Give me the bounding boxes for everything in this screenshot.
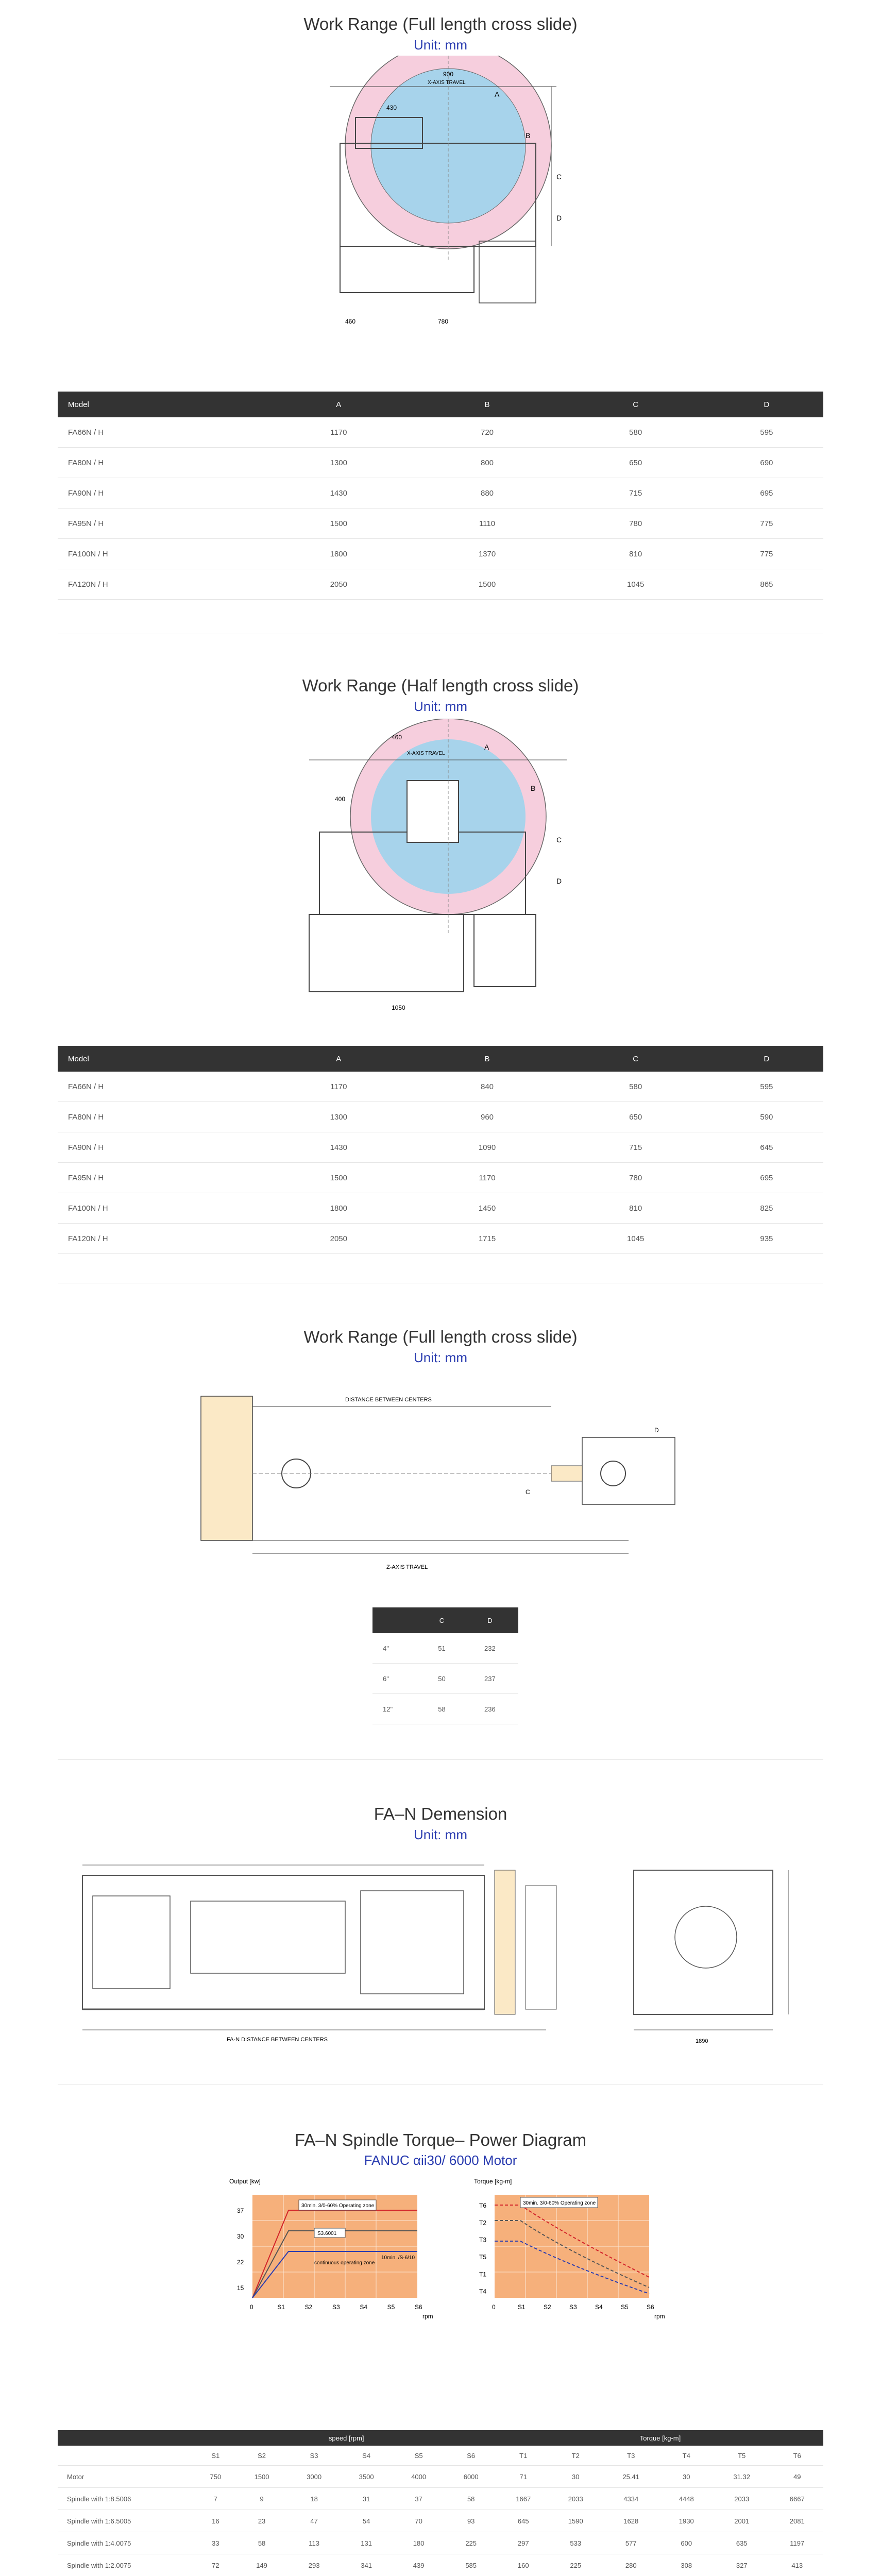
table-header-row [58, 2446, 823, 2466]
work-range-full-table [58, 392, 823, 600]
table-cell: 50 [422, 1664, 462, 1694]
table-cell: 113 [288, 2532, 341, 2554]
table-cell: 297 [497, 2532, 550, 2554]
d1-b: B [526, 131, 531, 140]
d2-d: D [556, 877, 562, 885]
table-cell: 645 [710, 1132, 823, 1163]
table-cell: 645 [497, 2510, 550, 2532]
table-header: S5 [393, 2446, 445, 2466]
table-header: B [413, 1046, 561, 1072]
tick-label: T6 [479, 2202, 487, 2209]
table-cell: 58 [235, 2532, 288, 2554]
table-cell: 1090 [413, 1132, 561, 1163]
tick-label: S1 [518, 2303, 526, 2311]
table-row [58, 2510, 823, 2532]
table-header: D [710, 1046, 823, 1072]
table-cell: 1370 [413, 539, 561, 569]
table-cell: 1300 [264, 1102, 413, 1132]
table-cell: 2050 [264, 569, 413, 600]
table-cell: 232 [462, 1633, 518, 1664]
table-cell: 225 [549, 2554, 602, 2576]
table-cell: 590 [710, 1102, 823, 1132]
table-cell: 840 [413, 1072, 561, 1102]
table-cell: 47 [288, 2510, 341, 2532]
table-row [58, 448, 823, 478]
left-xunit: rpm [422, 2313, 433, 2320]
section-title-work-full: Work Range (Full length cross slide) [303, 14, 578, 33]
d1-v3: 460 [345, 318, 356, 325]
table-cell: FA80N / H [58, 1102, 264, 1132]
table-cell: 1110 [413, 509, 561, 539]
tick-label: S3 [332, 2303, 340, 2311]
table-cell: 600 [660, 2532, 713, 2554]
table-cell: FA90N / H [58, 1132, 264, 1163]
table-cell: 780 [562, 1163, 710, 1193]
speed-torque-table [58, 2430, 823, 2576]
table-cell: 308 [660, 2554, 713, 2576]
table-cell: 695 [710, 478, 823, 509]
table-cell: 580 [562, 1072, 710, 1102]
table-cell: FA100N / H [58, 539, 264, 569]
d1-d: D [556, 214, 562, 222]
d3-zt: Z-AXIS TRAVEL [386, 1564, 428, 1570]
chuck-table [372, 1607, 518, 1724]
table-cell: 71 [497, 2466, 550, 2488]
table-cell: 58 [445, 2488, 497, 2510]
table-group-header: speed [rpm] [195, 2430, 497, 2446]
tick-label: S2 [304, 2303, 313, 2311]
section-unit-dimension: Unit: mm [414, 1827, 467, 1842]
table-cell: 1500 [264, 509, 413, 539]
table-row [58, 2488, 823, 2510]
d2-a: A [484, 743, 489, 751]
table-header [372, 1607, 422, 1633]
table-row [58, 1224, 823, 1254]
table-cell: 51 [422, 1633, 462, 1664]
table-cell: 31 [340, 2488, 393, 2510]
table-header: T6 [771, 2446, 823, 2466]
tick-label: S1 [277, 2303, 285, 2311]
table-cell: 1430 [264, 478, 413, 509]
table-header: B [413, 392, 561, 417]
tick-label: T5 [479, 2253, 487, 2261]
table-cell: 880 [413, 478, 561, 509]
table-cell: 1170 [264, 1072, 413, 1102]
table-header: T5 [713, 2446, 771, 2466]
d3-c: C [526, 1488, 530, 1496]
table-row [58, 509, 823, 539]
table-cell: 533 [549, 2532, 602, 2554]
d2-v3: 1050 [392, 1004, 405, 1011]
tick-label: 22 [237, 2259, 244, 2266]
table-cell: 2001 [713, 2510, 771, 2532]
table-cell: 237 [462, 1664, 518, 1694]
left-ann-s3: S3.6001 [317, 2231, 337, 2236]
table-cell: Spindle with 1:8.5006 [58, 2488, 195, 2510]
table-cell: 58 [422, 1694, 462, 1724]
table-cell: 31.32 [713, 2466, 771, 2488]
table-cell: Motor [58, 2466, 195, 2488]
table-row [58, 569, 823, 600]
table-cell: 293 [288, 2554, 341, 2576]
table-cell: 72 [195, 2554, 235, 2576]
table-cell: 12" [372, 1694, 422, 1724]
table-row [372, 1694, 518, 1724]
table-cell: 23 [235, 2510, 288, 2532]
table-header-row [58, 392, 823, 417]
table-cell: 577 [602, 2532, 660, 2554]
table-row [58, 1163, 823, 1193]
table-row [58, 2554, 823, 2576]
table-row [58, 1193, 823, 1224]
section-divider [58, 1759, 823, 1760]
table-cell: 1500 [264, 1163, 413, 1193]
section-title-dimension: FA–N Demension [374, 1804, 507, 1823]
table-cell: 225 [445, 2532, 497, 2554]
left-ann-cont: continuous operating zone [314, 2260, 375, 2266]
table-header: S3 [288, 2446, 341, 2466]
table-header: Model [58, 1046, 264, 1072]
table-cell: 1170 [413, 1163, 561, 1193]
d1-travel: X-AXIS TRAVEL [428, 80, 466, 86]
table-row [58, 478, 823, 509]
table-cell: FA120N / H [58, 1224, 264, 1254]
table-cell: 7 [195, 2488, 235, 2510]
table-cell: 2081 [771, 2510, 823, 2532]
table-cell: 935 [710, 1224, 823, 1254]
d1-v1: 900 [443, 71, 454, 78]
table-cell: 1500 [413, 569, 561, 600]
table-cell: Spindle with 1:6.5005 [58, 2510, 195, 2532]
table-cell: 1500 [235, 2466, 288, 2488]
table-header: C [562, 1046, 710, 1072]
table-cell: 4448 [660, 2488, 713, 2510]
table-cell: 1930 [660, 2510, 713, 2532]
tick-label: S5 [387, 2303, 395, 2311]
table-cell: 1590 [549, 2510, 602, 2532]
table-cell: 280 [602, 2554, 660, 2576]
work-range-full-drawing [309, 56, 577, 344]
left-ann-10min: 10min. /S-6/10 [381, 2255, 415, 2261]
table-row [58, 1132, 823, 1163]
d3-dist: DISTANCE BETWEEN CENTERS [345, 1397, 432, 1403]
table-cell: 595 [710, 417, 823, 448]
table-cell: 1170 [264, 417, 413, 448]
table-header: T4 [660, 2446, 713, 2466]
table-cell: 18 [288, 2488, 341, 2510]
table-cell: 180 [393, 2532, 445, 2554]
table-header: S6 [445, 2446, 497, 2466]
table-cell: 775 [710, 509, 823, 539]
table-cell: 70 [393, 2510, 445, 2532]
d4-front: FA-N DISTANCE BETWEEN CENTERS [227, 2037, 328, 2043]
right-xunit: rpm [654, 2313, 665, 2320]
table-cell: FA100N / H [58, 1193, 264, 1224]
table-cell: 1300 [264, 448, 413, 478]
tick-label: S4 [595, 2303, 603, 2311]
table-row [372, 1664, 518, 1694]
table-cell: 775 [710, 539, 823, 569]
table-cell: FA95N / H [58, 509, 264, 539]
table-cell: 413 [771, 2554, 823, 2576]
table-header: T1 [497, 2446, 550, 2466]
table-cell: 37 [393, 2488, 445, 2510]
tick-label: 37 [237, 2207, 244, 2214]
table-cell: 25.41 [602, 2466, 660, 2488]
d2-b: B [531, 784, 536, 792]
work-range-full2-drawing [191, 1376, 690, 1592]
table-cell: 635 [713, 2532, 771, 2554]
table-cell: 690 [710, 448, 823, 478]
table-header [58, 2446, 195, 2466]
work-range-half-table [58, 1046, 823, 1254]
table-cell: FA66N / H [58, 1072, 264, 1102]
table-cell: 715 [562, 478, 710, 509]
dimension-drawing [72, 1855, 824, 2050]
table-row [372, 1633, 518, 1664]
table-cell: 695 [710, 1163, 823, 1193]
table-cell: 16 [195, 2510, 235, 2532]
table-row [58, 2466, 823, 2488]
table-cell: 580 [562, 417, 710, 448]
table-cell: 341 [340, 2554, 393, 2576]
d2-travel: X-AXIS TRAVEL [407, 751, 445, 756]
table-cell: 54 [340, 2510, 393, 2532]
table-cell: 3500 [340, 2466, 393, 2488]
table-cell: 1667 [497, 2488, 550, 2510]
output-power-diagram [222, 2174, 448, 2329]
table-header-row [58, 1046, 823, 1072]
table-cell: 810 [562, 1193, 710, 1224]
table-cell: 1045 [562, 569, 710, 600]
table-cell: 1628 [602, 2510, 660, 2532]
tick-label: T4 [479, 2287, 487, 2295]
table-cell: 720 [413, 417, 561, 448]
tick-label: S2 [544, 2303, 551, 2311]
table-cell: 30 [549, 2466, 602, 2488]
table-cell: Spindle with 1:2.0075 [58, 2554, 195, 2576]
table-header-row [372, 1607, 518, 1633]
table-row [58, 1072, 823, 1102]
table-group-header: Torque [kg-m] [497, 2430, 823, 2446]
table-cell: 810 [562, 539, 710, 569]
table-cell: 650 [562, 1102, 710, 1132]
table-cell: FA80N / H [58, 448, 264, 478]
table-cell: 1800 [264, 539, 413, 569]
table-cell: 149 [235, 2554, 288, 2576]
table-row [58, 539, 823, 569]
table-cell: 1045 [562, 1224, 710, 1254]
tick-label: S3 [569, 2303, 577, 2311]
table-cell: 595 [710, 1072, 823, 1102]
table-cell: 780 [562, 509, 710, 539]
tick-label: 15 [237, 2284, 244, 2292]
table-cell: 650 [562, 448, 710, 478]
table-cell: 49 [771, 2466, 823, 2488]
d1-c: C [556, 173, 562, 181]
d2-c: C [556, 836, 562, 844]
tick-label: S4 [360, 2303, 368, 2311]
table-cell: 1715 [413, 1224, 561, 1254]
section-unit-work-full2: Unit: mm [414, 1350, 467, 1365]
table-header: Model [58, 392, 264, 417]
tick-label: S6 [415, 2303, 422, 2311]
section-title-torque: FA–N Spindle Torque– Power Diagram [294, 2130, 587, 2149]
section-unit-work-full: Unit: mm [414, 37, 467, 53]
table-cell: 30 [660, 2466, 713, 2488]
table-header: A [264, 392, 413, 417]
tick-label: 0 [492, 2303, 496, 2311]
table-cell: 4000 [393, 2466, 445, 2488]
table-cell: FA95N / H [58, 1163, 264, 1193]
tick-label: T1 [479, 2270, 487, 2278]
table-cell: 585 [445, 2554, 497, 2576]
right-ylabel: Torque [kg-m] [474, 2178, 512, 2185]
table-cell: 6000 [445, 2466, 497, 2488]
table-cell: FA120N / H [58, 569, 264, 600]
table-cell: 1800 [264, 1193, 413, 1224]
table-cell: 6667 [771, 2488, 823, 2510]
section-title-work-half: Work Range (Half length cross slide) [302, 676, 579, 695]
tick-label: 0 [250, 2303, 253, 2311]
tick-label: S5 [621, 2303, 629, 2311]
d2-v2: 400 [335, 795, 346, 803]
d1-v4: 780 [438, 318, 449, 325]
tick-label: S6 [647, 2303, 654, 2311]
table-cell: 4334 [602, 2488, 660, 2510]
table-header: A [264, 1046, 413, 1072]
table-header: C [422, 1607, 462, 1633]
table-header: D [462, 1607, 518, 1633]
table-cell: 2050 [264, 1224, 413, 1254]
d1-a: A [495, 90, 500, 98]
d4-side: 1890 [696, 2038, 708, 2044]
d3-d: D [654, 1427, 659, 1434]
table-cell: 33 [195, 2532, 235, 2554]
table-cell: 825 [710, 1193, 823, 1224]
table-cell: 327 [713, 2554, 771, 2576]
table-cell: 6" [372, 1664, 422, 1694]
section-unit-torque: FANUC αii30/ 6000 Motor [364, 2153, 517, 2168]
table-cell: FA90N / H [58, 478, 264, 509]
table-cell: 2033 [549, 2488, 602, 2510]
table-cell: 1197 [771, 2532, 823, 2554]
table-cell: 9 [235, 2488, 288, 2510]
left-ann-30min: 30min. 3/0-60% Operating zone [301, 2203, 375, 2209]
table-header: S2 [235, 2446, 288, 2466]
work-range-half-drawing [289, 719, 598, 1018]
table-header: S1 [195, 2446, 235, 2466]
table-cell: 93 [445, 2510, 497, 2532]
table-header: C [562, 392, 710, 417]
table-cell: 3000 [288, 2466, 341, 2488]
table-header: T2 [549, 2446, 602, 2466]
table-cell: 750 [195, 2466, 235, 2488]
table-row [58, 417, 823, 448]
table-row [58, 2532, 823, 2554]
section-unit-work-half: Unit: mm [414, 699, 467, 714]
section-title-work-full2: Work Range (Full length cross slide) [303, 1327, 578, 1346]
table-cell: FA66N / H [58, 417, 264, 448]
d2-v1: 460 [392, 734, 402, 741]
tick-label: 30 [237, 2233, 244, 2240]
torque-diagram [464, 2174, 680, 2329]
table-cell: 160 [497, 2554, 550, 2576]
table-cell: 960 [413, 1102, 561, 1132]
table-row [58, 1102, 823, 1132]
table-header: T3 [602, 2446, 660, 2466]
table-cell: 1450 [413, 1193, 561, 1224]
table-group-header-row [58, 2430, 823, 2446]
table-cell: 131 [340, 2532, 393, 2554]
table-cell: 236 [462, 1694, 518, 1724]
tick-label: T2 [479, 2219, 487, 2227]
right-ann-30min: 30min. 3/0-60% Operating zone [523, 2200, 596, 2206]
table-cell: 4" [372, 1633, 422, 1664]
table-cell: 865 [710, 569, 823, 600]
table-header-empty [58, 2430, 195, 2446]
table-cell: 439 [393, 2554, 445, 2576]
table-header: D [710, 392, 823, 417]
table-cell: 2033 [713, 2488, 771, 2510]
tick-label: T3 [479, 2236, 487, 2244]
left-ylabel: Output [kw] [229, 2178, 261, 2185]
d1-v2: 430 [386, 104, 397, 111]
table-cell: 715 [562, 1132, 710, 1163]
table-header: S4 [340, 2446, 393, 2466]
table-cell: Spindle with 1:4.0075 [58, 2532, 195, 2554]
table-cell: 800 [413, 448, 561, 478]
table-cell: 1430 [264, 1132, 413, 1163]
